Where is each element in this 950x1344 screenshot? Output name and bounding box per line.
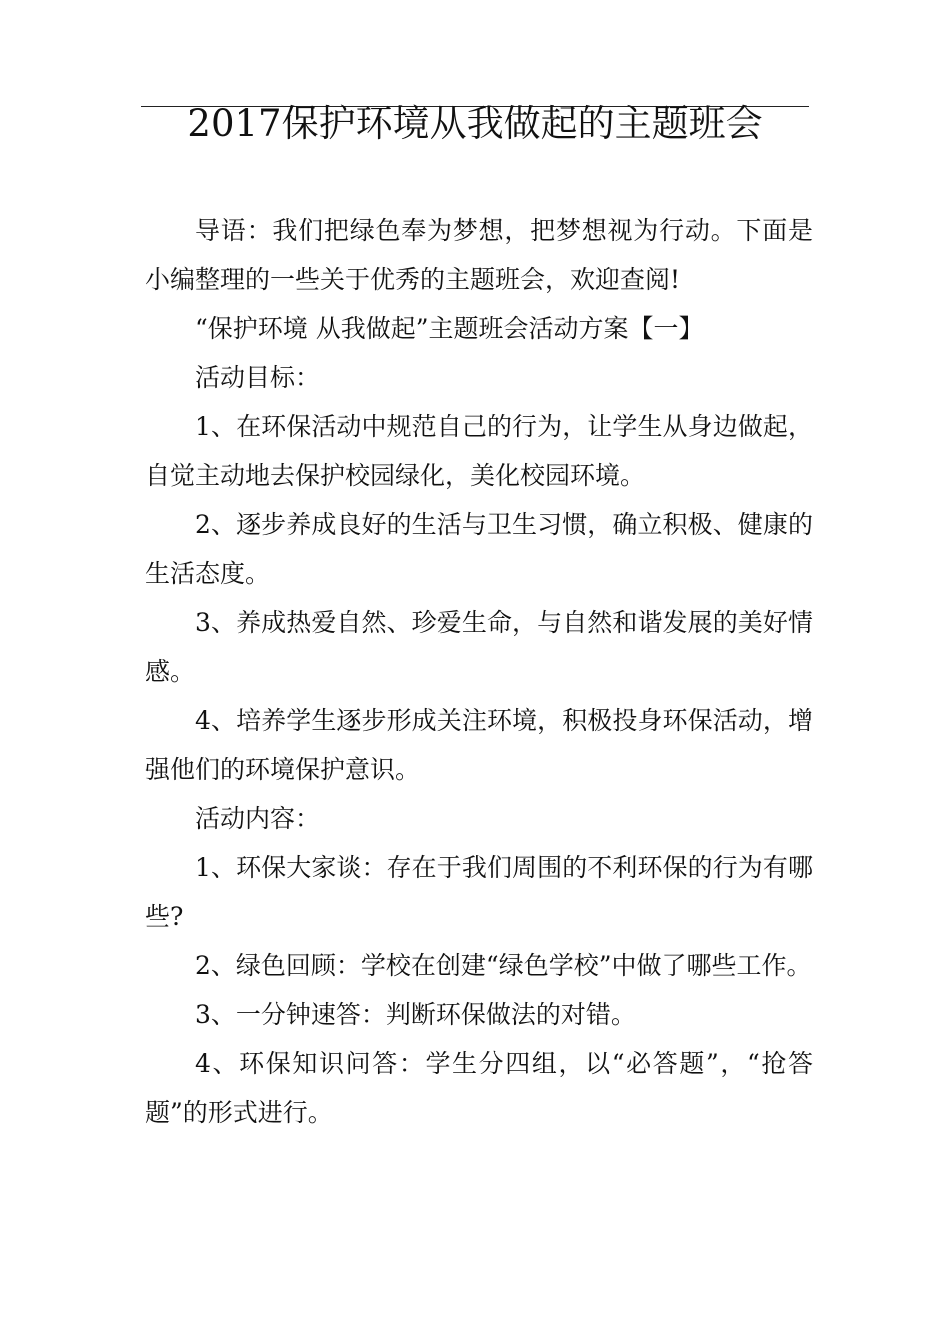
paragraph-content-4: 4、环保知识问答：学生分四组，以“必答题”，“抢答题”的形式进行。	[145, 1049, 813, 1127]
document-title: 2017保护环境从我做起的主题班会	[187, 102, 763, 145]
document-body	[145, 206, 813, 1137]
paragraph-intro: 导语：我们把绿色奉为梦想，把梦想视为行动。下面是小编整理的一些关于优秀的主题班会，欢迎查阅!	[145, 216, 813, 294]
paragraph-content-heading: 活动内容：	[195, 804, 321, 833]
paragraph-goal-3: 3、养成热爱自然、珍爱生命，与自然和谐发展的美好情感。	[145, 608, 813, 686]
paragraph-goal-2: 2、逐步养成良好的生活与卫生习惯，确立积极、健康的生活态度。	[145, 510, 813, 588]
paragraph-content-1: 1、环保大家谈：存在于我们周围的不利环保的行为有哪些?	[145, 853, 813, 931]
paragraph-goal-1: 1、在环保活动中规范自己的行为，让学生从身边做起，自觉主动地去保护校园绿化，美化校园环境。	[145, 412, 813, 490]
paragraph-content-2: 2、绿色回顾：学校在创建“绿色学校”中做了哪些工作。	[195, 951, 812, 980]
paragraph-goal-4: 4、培养学生逐步形成关注环境，积极投身环保活动，增强他们的环境保护意识。	[145, 706, 813, 784]
paragraph-goals-heading: 活动目标：	[195, 363, 321, 392]
paragraph-plan-heading: “保护环境 从我做起”主题班会活动方案【一】	[195, 314, 704, 343]
paragraph-content-3: 3、一分钟速答：判断环保做法的对错。	[195, 1000, 636, 1029]
